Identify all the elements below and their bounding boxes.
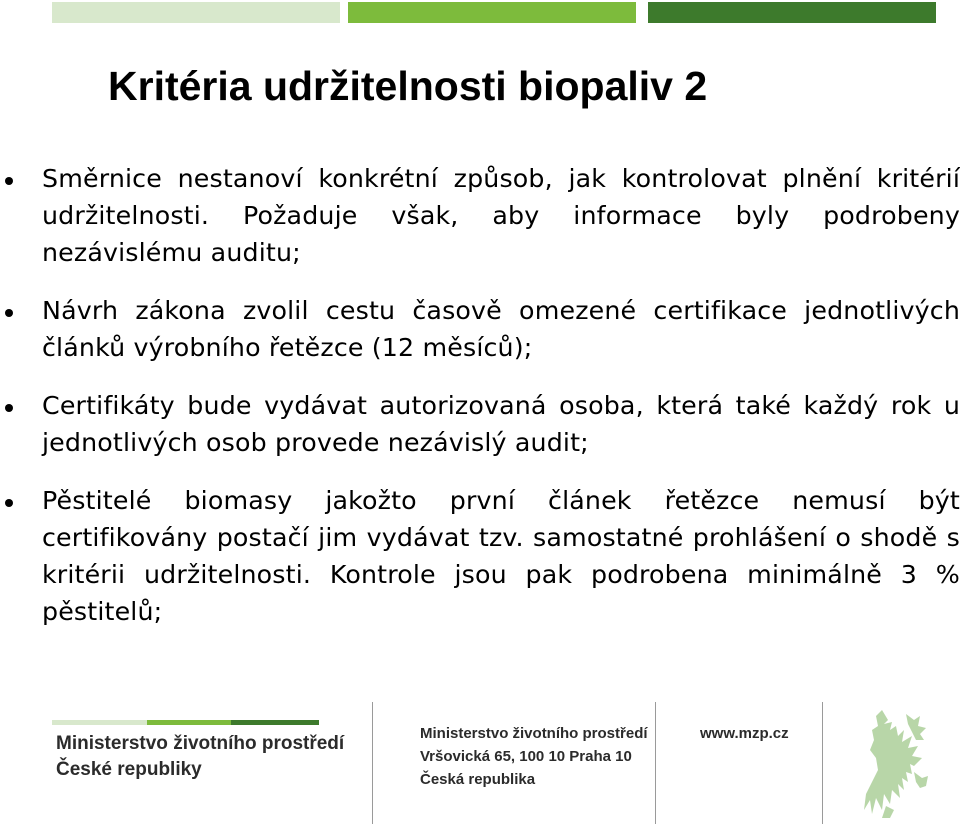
bullet-dot-icon bbox=[5, 404, 13, 412]
address-line3: Česká republika bbox=[420, 771, 536, 788]
header-bar-dark bbox=[648, 2, 936, 23]
ministry-logo-line1: Ministerstvo životního prostředí bbox=[56, 733, 345, 754]
footer-divider bbox=[372, 702, 373, 824]
bullet-text: Pěstitelé biomasy jakožto první článek řetězce nemusí být certifikovány postačí jim vydávat tzv. samostatné prohlášení o shodě s kritérii udržitelnosti. Kontrole jsou pak podrobena minimálně 3 % pěstitelů; bbox=[42, 486, 960, 626]
footer-bar-light bbox=[52, 720, 147, 725]
bullet-item bbox=[0, 160, 960, 271]
footer-bar-mid bbox=[147, 720, 231, 725]
bullet-text: Návrh zákona zvolil cestu časově omezené certifikace jednotlivých článků výrobního řetězce (12 měsíců); bbox=[42, 296, 960, 362]
address-line2: Vršovická 65, 100 10 Praha 10 bbox=[420, 748, 632, 765]
website-link[interactable]: www.mzp.cz bbox=[700, 725, 789, 742]
czech-lion-icon bbox=[862, 706, 932, 822]
bullet-text: Směrnice nestanoví konkrétní způsob, jak kontrolovat plnění kritérií udržitelnosti. Požaduje však, aby informace byly podrobeny nezávislému auditu; bbox=[42, 164, 960, 267]
footer-divider bbox=[822, 702, 823, 824]
address-line1: Ministerstvo životního prostředí bbox=[420, 725, 648, 742]
bullet-item bbox=[0, 387, 960, 461]
bullet-dot-icon bbox=[5, 177, 13, 185]
bullet-item bbox=[0, 482, 960, 630]
ministry-logo-line2: České republiky bbox=[56, 759, 202, 780]
footer-bar-dark bbox=[231, 720, 319, 725]
bullet-list bbox=[0, 160, 960, 651]
header-bar-light bbox=[52, 2, 340, 23]
header-bar-mid bbox=[348, 2, 636, 23]
bullet-dot-icon bbox=[5, 309, 13, 317]
footer-divider bbox=[655, 702, 656, 824]
slide-title: Kritéria udržitelnosti biopaliv 2 bbox=[108, 63, 708, 109]
bullet-text: Certifikáty bude vydávat autorizovaná osoba, která také každý rok u jednotlivých osob provede nezávislý audit; bbox=[42, 391, 960, 457]
bullet-item bbox=[0, 292, 960, 366]
footer bbox=[0, 698, 960, 831]
bullet-dot-icon bbox=[5, 499, 13, 507]
